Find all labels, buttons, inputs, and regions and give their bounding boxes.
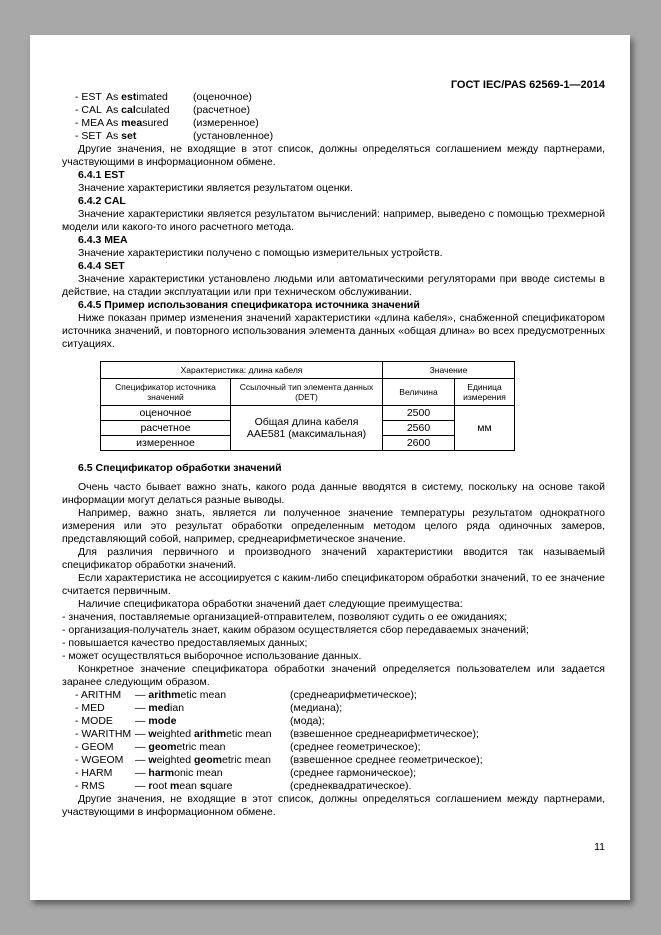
source-specifier-item [75,104,605,117]
specifier-translation: (мода); [290,715,325,727]
heading-6-4-2: 6.4.2 CAL [78,195,126,207]
specifier-expansion: — harmonic mean [135,767,223,779]
specifier-code: - MEA [75,117,105,129]
specifier-translation: (установленное) [193,130,274,142]
specifier-translation: (расчетное) [193,104,251,116]
table-cell-unit: мм [455,406,515,451]
heading-6-4-3: 6.4.3 MEA [78,234,128,246]
para-6-4-1: Значение характеристики является результатом оценки. [78,182,353,194]
para-other-values: Другие значения, не входящие в этот список, должны определяться соглашением между партнерами, участвующими в информационном обмене. [62,143,605,168]
advantage-bullet: - значения, поставляемые организацией-отправителем, позволяют судить о ее ожиданиях; [62,611,508,623]
processing-specifier-item [75,741,605,754]
para-6-5-4: Если характеристика не ассоциируется с каким-либо спецификатором обработки значений, то ее значение считается первичным. [62,572,605,597]
specifier-expansion: As measured [106,117,169,129]
specifier-code: - SET [75,130,102,142]
table-cell-spec: измеренное [101,436,231,451]
para-6-4-3: Значение характеристики получено с помощью измерительных устройств. [78,247,443,259]
processing-specifier-item [75,780,605,793]
para-closing: Другие значения, не входящие в этот список, должны определяться соглашением между партнерами, участвующими в информационном обмене. [62,793,605,818]
table-col-magnitude: Величина [383,379,455,406]
specifier-expansion: — mode [135,715,177,727]
advantage-bullet: - может осуществляться выборочное использование данных. [62,650,362,662]
para-6-4-4: Значение характеристики установлено людьми или автоматическими регуляторами при вводе системы в действие, на стадии эксплуатации или при техническом обслуживании. [62,273,605,298]
table-header-characteristic: Характеристика: длина кабеля [101,362,383,379]
para-6-4-2: Значение характеристики является результатом вычислений: например, выведено с помощью трехмерной модели или какого-то иного расчетного метода. [62,208,605,233]
processing-specifier-item [75,754,605,767]
advantage-bullet: - повышается качество предоставляемых данных; [62,637,308,649]
specifier-expansion: — weighted geometric mean [135,754,272,766]
table-cell-value: 2600 [383,436,455,451]
table-cell-value: 2560 [383,421,455,436]
table-header-row-cols [101,379,515,406]
table-header-row-top [101,362,515,379]
specifier-code: - WARITHM [75,728,132,740]
table-row [101,406,515,421]
specifier-code: - RMS [75,780,105,792]
para-6-5-5: Наличие спецификатора обработки значений дает следующие преимущества: [78,598,463,610]
para-6-5-6: Конкретное значение спецификатора обработки значений определяется пользователем или задается заранее следующим образом. [62,663,605,688]
specifier-translation: (среднеарифметическое); [290,689,417,701]
table-col-unit: Единица измерения [455,379,515,406]
specifier-code: - EST [75,91,102,103]
para-6-4-5: Ниже показан пример изменения значений характеристики «длина кабеля», снабженной спецификатором источника значений, и повторного использования элемента данных «общая длина» во всех предусмотренных ситуациях. [62,312,605,350]
para-6-5-3: Для различия первичного и производного значений характеристики вводится так называемый спецификатор обработки значений. [62,546,605,571]
page-content [62,91,605,819]
source-specifier-list [75,91,605,143]
heading-6-4-5: 6.4.5 Пример использования спецификатора источника значений [78,299,420,311]
processing-specifier-item [75,728,605,741]
specifier-expansion: As set [106,130,137,142]
specifier-code: - WGEOM [75,754,124,766]
specifier-translation: (среднее геометрическое); [290,741,421,753]
specifier-translation: (медиана); [290,702,343,714]
specifier-translation: (среднее гармоническое); [290,767,417,779]
cable-length-table [100,361,515,451]
document-page [30,35,630,900]
doc-number-header: ГОСТ IEC/PAS 62569-1—2014 [450,79,605,91]
specifier-expansion: As calculated [106,104,170,116]
table-cell-spec: оценочное [101,406,231,421]
specifier-translation: (измеренное) [193,117,259,129]
specifier-translation: (взвешенное среднее геометрическое); [290,754,483,766]
processing-specifier-item [75,767,605,780]
heading-6-5: 6.5 Спецификатор обработки значений [78,462,282,474]
specifier-translation: (взвешенное среднеарифметическое); [290,728,479,740]
processing-specifier-list [75,689,605,793]
processing-specifier-item [75,689,605,702]
source-specifier-item [75,130,605,143]
processing-specifier-item [75,715,605,728]
page-number: 11 [594,841,605,853]
table-col-spec: Спецификатор источника значений [101,379,231,406]
specifier-expansion: As estimated [106,91,168,103]
specifier-code: - CAL [75,104,102,116]
specifier-code: - MODE [75,715,113,727]
heading-6-4-4: 6.4.4 SET [78,260,125,272]
advantage-bullet: - организация-получатель знает, каким образом осуществляется сбор передаваемых значений; [62,624,529,636]
specifier-code: - GEOM [75,741,114,753]
specifier-expansion: — root mean square [135,780,233,792]
table-cell-spec: расчетное [101,421,231,436]
specifier-expansion: — median [135,702,185,714]
specifier-expansion: — arithmetic mean [135,689,227,701]
table-col-det: Ссылочный тип элемента данных (DET) [231,379,383,406]
table-cell-value: 2500 [383,406,455,421]
specifier-expansion: — geometric mean [135,741,226,753]
table-cell-det: Общая длина кабеля ААЕ581 (максимальная) [231,406,383,451]
specifier-code: - MED [75,702,105,714]
para-6-5-2: Например, важно знать, является ли полученное значение температуры результатом однократного измерения или это результат обработки определенным методом целого ряда одиночных замеров, представляющий собой, например, среднеарифметическое значение. [62,507,605,545]
specifier-code: - ARITHM [75,689,122,701]
specifier-translation: (среднеквадратическое). [290,780,412,792]
source-specifier-item [75,117,605,130]
specifier-expansion: — weighted arithmetic mean [135,728,272,740]
source-specifier-item [75,91,605,104]
processing-specifier-item [75,702,605,715]
specifier-translation: (оценочное) [193,91,252,103]
heading-6-4-1: 6.4.1 EST [78,169,125,181]
para-6-5-1: Очень часто бывает важно знать, какого рода данные вводятся в систему, поскольку на основе такой информации могут делаться разные выводы. [62,481,605,506]
table-header-value: Значение [383,362,515,379]
specifier-code: - HARM [75,767,113,779]
